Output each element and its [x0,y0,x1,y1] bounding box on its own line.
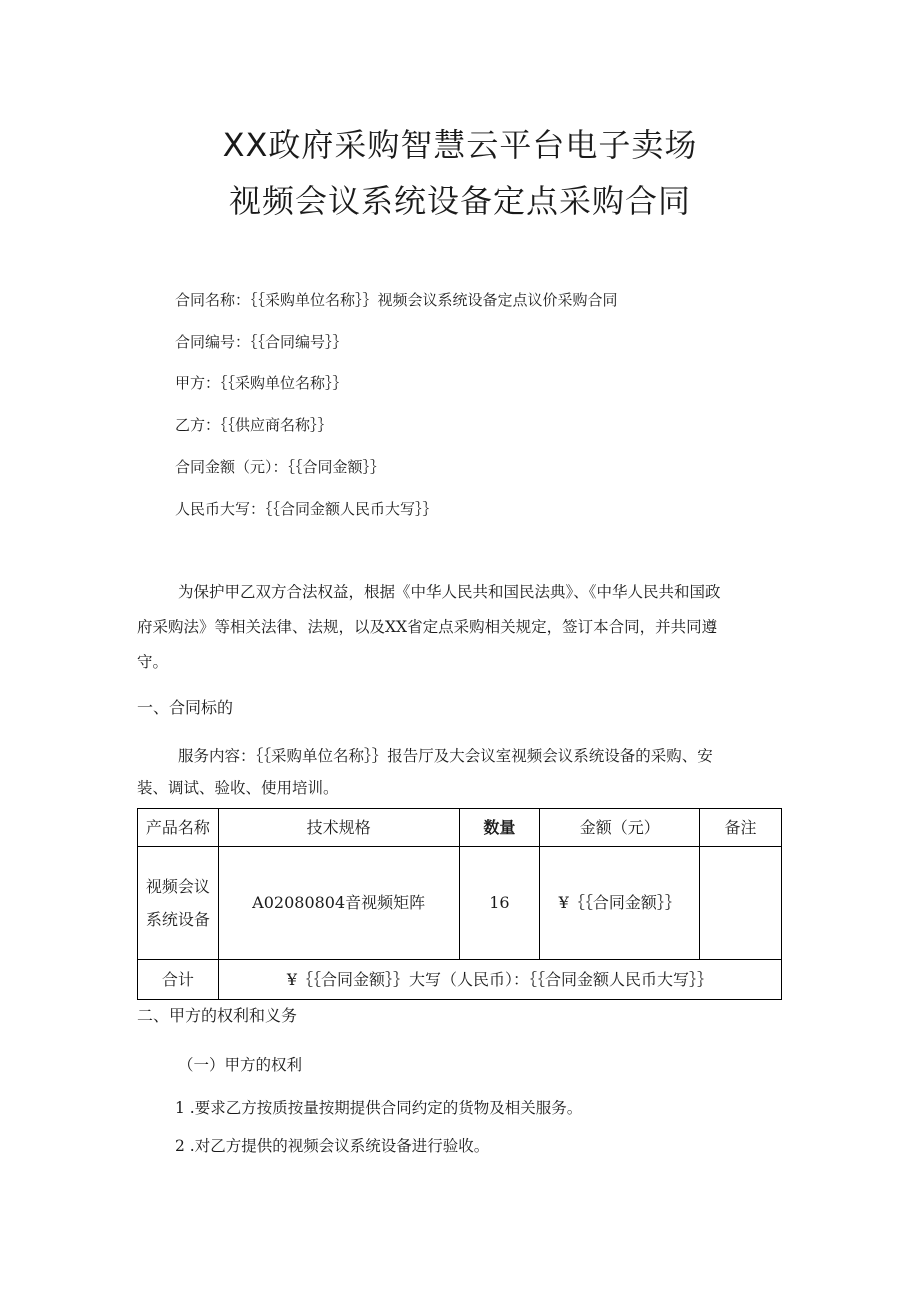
header-note: 备注 [700,809,782,847]
items-table [137,808,782,1000]
cell-note [700,847,782,960]
header-quantity: 数量 [459,809,540,847]
total-label: 合计 [138,960,219,1000]
preamble-line2: 府采购法》等相关法律、法规，以及XX省定点采购相关规定，签订本合同，并共同遵 [137,618,718,636]
service-content-line2: 装、调试、验收、使用培训。 [137,779,339,797]
section2-item1: 1 .要求乙方按质按量按期提供合同约定的货物及相关服务。 [175,1099,583,1117]
table-row [138,847,782,960]
contract-title-line2: 视频会议系统设备定点采购合同 [228,182,691,220]
service-content-line1: 服务内容：｛｛采购单位名称｝｝报告厅及大会议室视频会议系统设备的采购、安 [178,747,713,765]
section2-subheading: （一）甲方的权利 [178,1056,303,1074]
section1-heading: 一、合同标的 [137,698,234,717]
table-header-row [138,809,782,847]
contract-amount: 合同金额（元）：｛｛合同金额｝｝ [175,458,386,476]
header-product-name: 产品名称 [138,809,219,847]
section2-item2: 2 .对乙方提供的视频会议系统设备进行验收。 [175,1137,490,1155]
total-text: ¥｛｛合同金额｝｝大写（人民币）：｛｛合同金额人民币大写｝｝ [218,960,781,1000]
table-total-row [138,960,782,1000]
cell-amount: ¥｛｛合同金额｝｝ [540,847,700,960]
contract-name: 合同名称：｛｛采购单位名称｝｝视频会议系统设备定点议价采购合同 [175,291,618,309]
product-name-line1: 视频会议 [145,877,210,896]
preamble-line3: 守。 [137,653,169,671]
cell-quantity: 16 [459,847,540,960]
header-spec: 技术规格 [218,809,459,847]
contract-amount-rmb: 人民币大写：｛｛合同金额人民币大写｝｝ [175,500,438,518]
cell-product-name [138,847,219,960]
party-a: 甲方：｛｛采购单位名称｝｝ [175,374,348,392]
party-b: 乙方：｛｛供应商名称｝｝ [175,416,333,434]
contract-number: 合同编号：｛｛合同编号｝｝ [175,333,348,351]
preamble-line1: 为保护甲乙双方合法权益，根据《中华人民共和国民法典》、《中华人民共和国政 [178,583,721,601]
contract-title-line1: XX政府采购智慧云平台电子卖场 [222,126,698,164]
product-name-line2: 系统设备 [145,910,210,929]
cell-spec: A02080804音视频矩阵 [218,847,459,960]
header-amount: 金额（元） [540,809,700,847]
section2-heading: 二、甲方的权利和义务 [137,1006,298,1025]
